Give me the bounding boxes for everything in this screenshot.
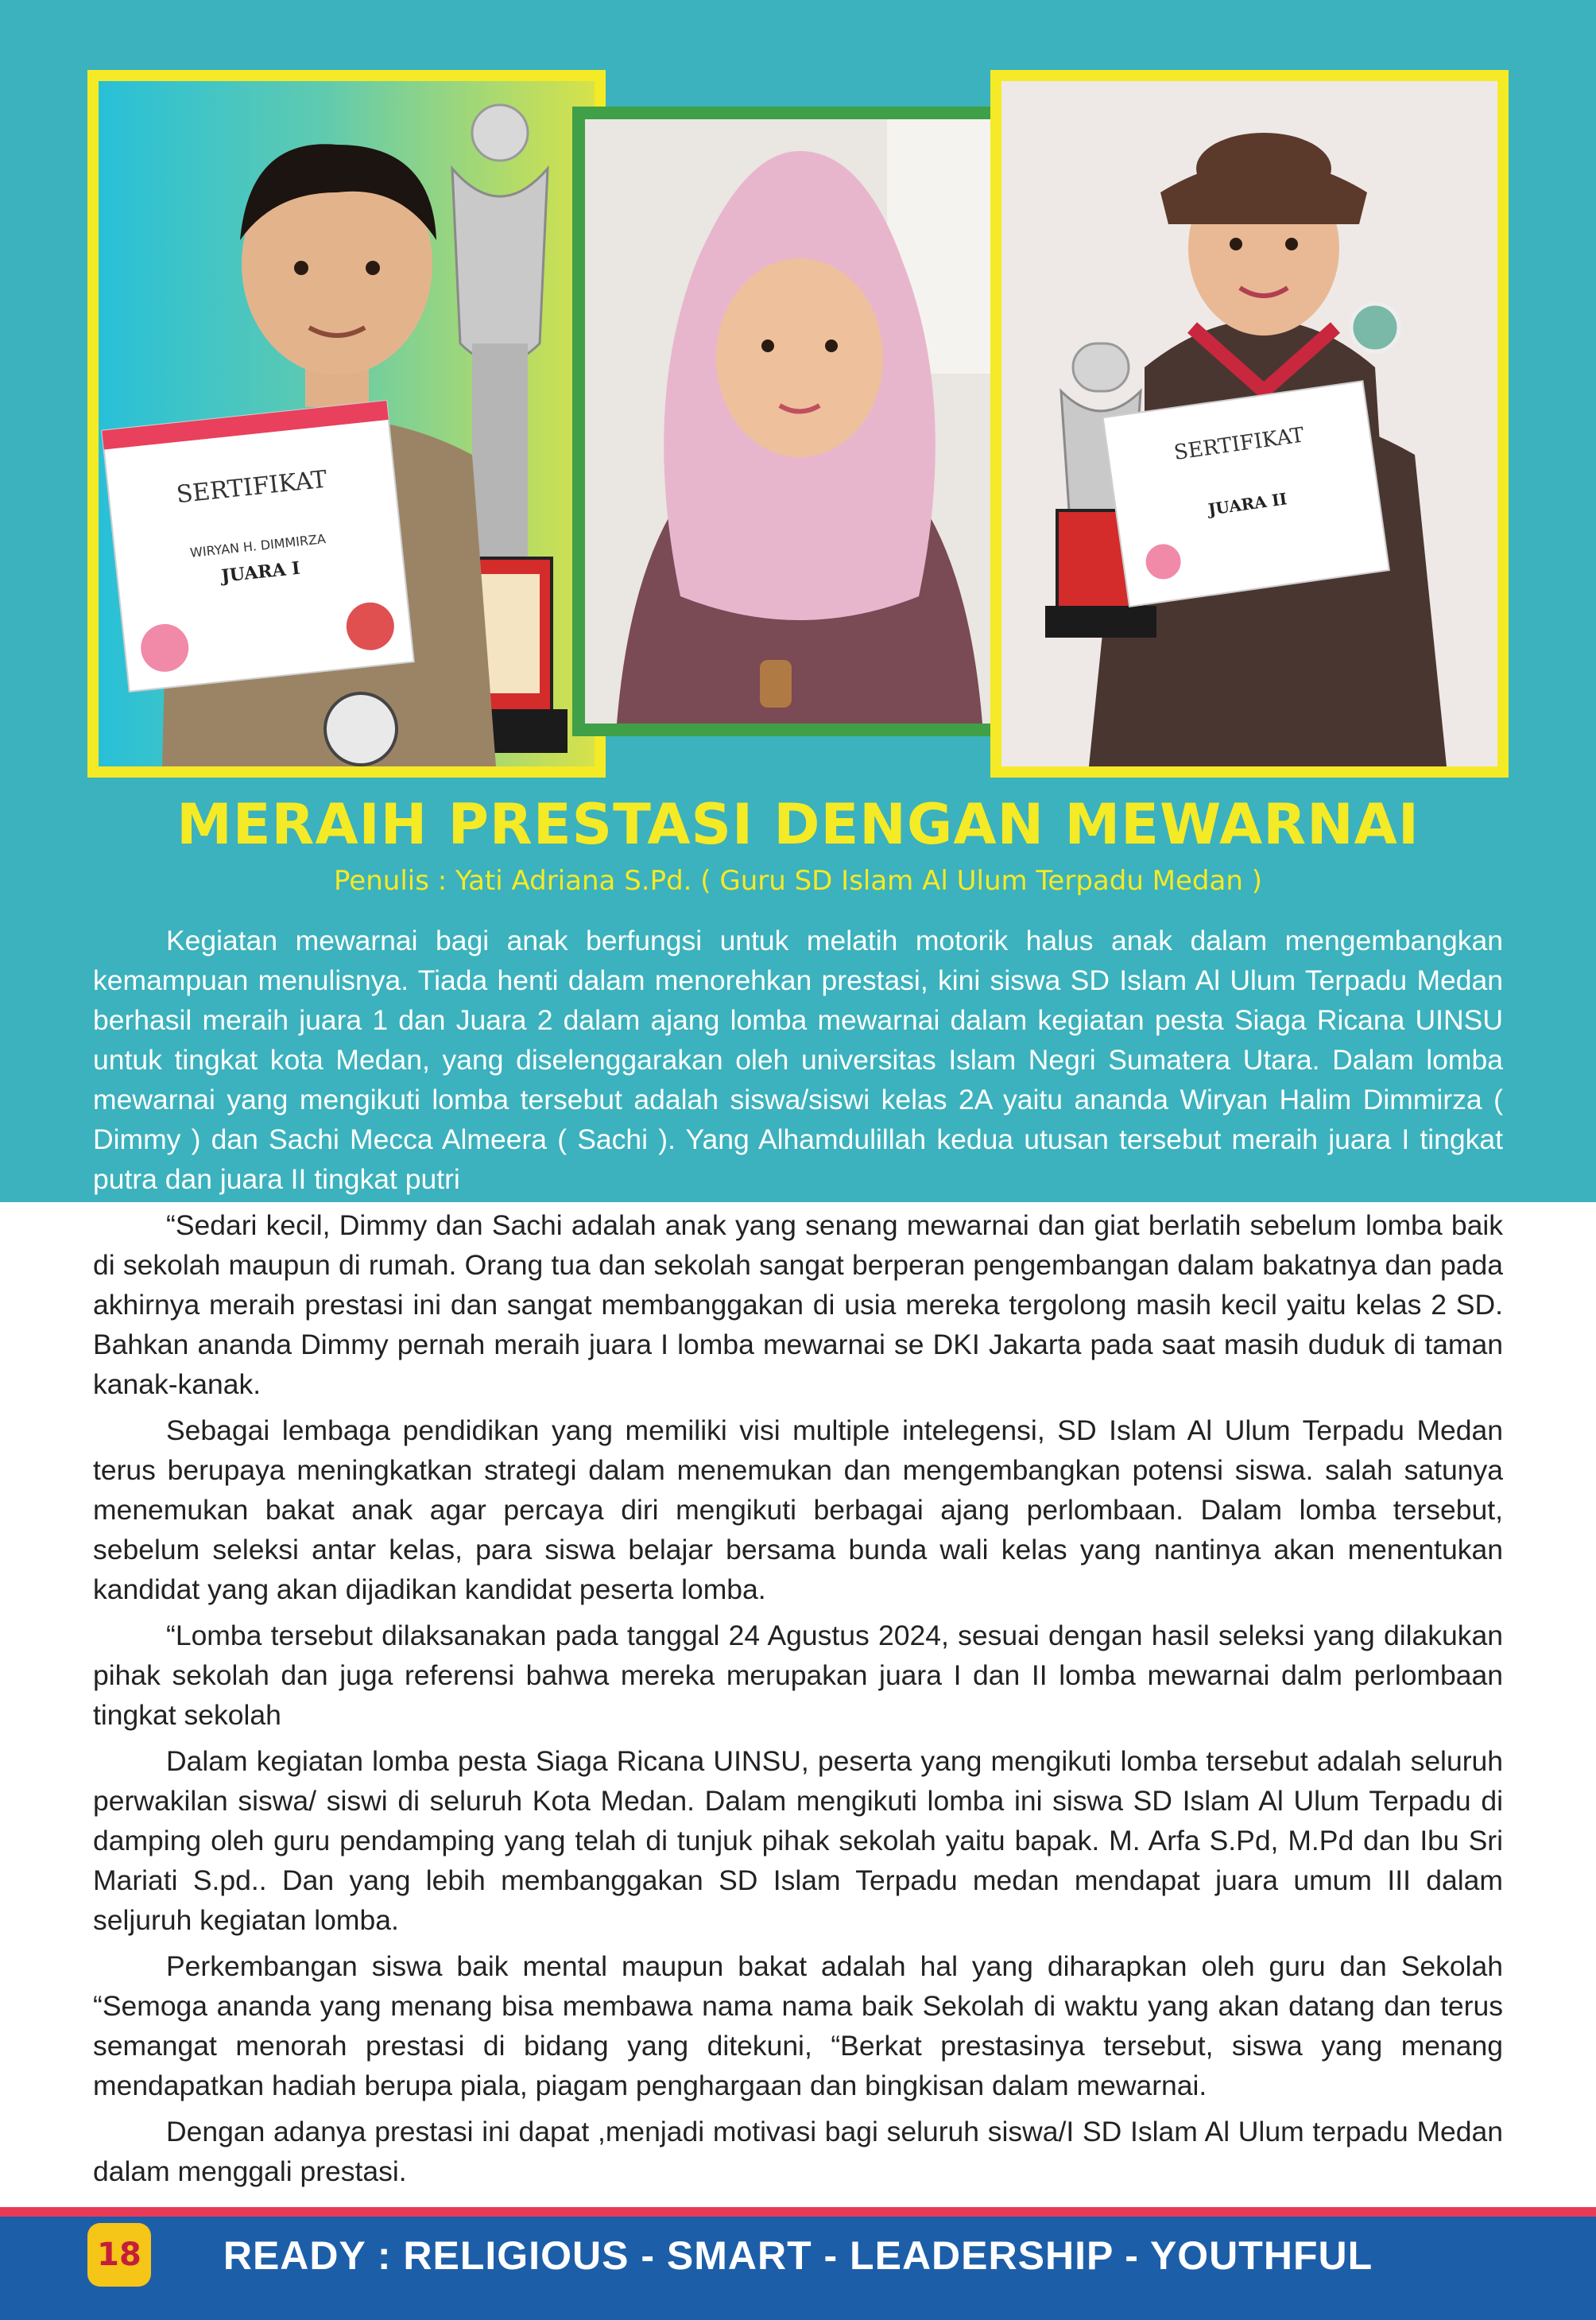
article-paragraph: Sebagai lembaga pendidikan yang memiliki visi multiple intelegensi, SD Islam Al Ulum Terpadu Medan terus berupaya meningkatkan strategi dalam menemukan dan mengembangkan potensi siswa. salah satunya menemukan bakat anak agar percaya diri mengikuti berbagai ajang perlombaan. Dalam lomba tersebut, sebelum seleksi antar kelas, para siswa belajar bersama bunda wali kelas yang nantinya akan menentukan kandidat yang akan dijadikan kandidat peserta lomba.: [93, 1414, 1503, 1605]
article-paragraph: “Sedari kecil, Dimmy dan Sachi adalah anak yang senang mewarnai dan giat berlatih sebelum lomba baik di sekolah maupun di rumah. Orang tua dan sekolah sangat berperan pengembangan dalam bakatnya dan pada akhirnya meraih prestasi ini dan sangat membanggakan di usia mereka tergolong masih kecil yaitu kelas 2 SD. Bahkan ananda Dimmy pernah meraih juara I lomba mewarnai se DKI Jakarta pada saat masih duduk di taman kanak-kanak.: [93, 1209, 1503, 1400]
svg-text:SERTIFIKAT: SERTIFIKAT: [175, 465, 329, 510]
article-intro: Kegiatan mewarnai bagi anak berfungsi untuk melatih motorik halus anak dalam mengembangkan kemampuan menulisnya. Tiada henti dalam menorehkan prestasi, kini siswa SD Islam Al Ulum Terpadu Medan berhasil meraih juara 1 dan Juara 2 dalam ajang lomba mewarnai dalam kegiatan pesta Siaga Ricana UINSU untuk tingkat kota Medan, yang diselenggarakan oleh universitas Islam Negri Sumatera Utara. Dalam lomba mewarnai yang mengikuti lomba tersebut adalah siswa/siswi kelas 2A yaitu ananda Wiryan Halim Dimmirza ( Dimmy ) dan Sachi Mecca Almeera ( Sachi ). Yang Alhamdulillah kedua utusan tersebut meraih juara I tingkat putra dan juara II tingkat putri: [93, 925, 1503, 1195]
article-body: [93, 1205, 1503, 2198]
svg-text:WIRYAN H. DIMMIRZA: WIRYAN H. DIMMIRZA: [189, 531, 327, 561]
article-author: Penulis : Yati Adriana S.Pd. ( Guru SD Islam Al Ulum Terpadu Medan ): [334, 865, 1262, 897]
page-number: 18: [87, 2223, 151, 2287]
svg-text:JUARA I: JUARA I: [220, 557, 301, 587]
photo-student-boy: [87, 70, 606, 778]
article-paragraph: “Lomba tersebut dilaksanakan pada tanggal 24 Agustus 2024, sesuai dengan hasil seleksi yang dilakukan pihak sekolah dan juga referensi bahwa mereka merupakan juara I dan II lomba mewarnai dalm perlombaan tingkat sekolah: [93, 1620, 1503, 1731]
svg-text:JUARA II: JUARA II: [1207, 489, 1288, 519]
article-title: MERAIH PRESTASI DENGAN MEWARNAI: [176, 792, 1420, 857]
photo-teacher: [572, 107, 1024, 736]
school-motto: READY : RELIGIOUS - SMART - LEADERSHIP - YOUTHFUL: [223, 2233, 1373, 2278]
student-girl-trophy-photo: [1001, 81, 1497, 766]
svg-text:SERTIFIKAT: SERTIFIKAT: [1172, 423, 1306, 466]
teacher-portrait-photo: [585, 119, 1011, 724]
article-paragraph: Perkembangan siswa baik mental maupun bakat adalah hal yang diharapkan oleh guru dan Sekolah “Semoga ananda yang menang bisa membawa nama nama baik Sekolah di waktu yang akan datang dan terus semangat menorah prestasi di bidang yang ditekuni, “Berkat prestasinya tersebut, siswa yang menang mendapatkan hadiah berupa piala, piagam penghargaan dan bingkisan dalam mewarnai.: [93, 1950, 1503, 2101]
article-paragraph: Dengan adanya prestasi ini dapat ,menjadi motivasi bagi seluruh siswa/I SD Islam Al Ulum terpadu Medan dalam menggali prestasi.: [93, 2116, 1503, 2187]
article-paragraph: Dalam kegiatan lomba pesta Siaga Ricana UINSU, peserta yang mengikuti lomba tersebut adalah seluruh perwakilan siswa/ siswi di seluruh Kota Medan. Dalam mengikuti lomba ini siswa SD Islam Al Ulum Terpadu di damping oleh guru pendamping yang telah di tunjuk pihak sekolah yaitu bapak. M. Arfa S.Pd, M.Pd dan Ibu Sri Mariati S.pd.. Dan yang lebih membanggakan SD Islam Terpadu medan mendapat juara umum III dalam seljuruh kegiatan lomba.: [93, 1745, 1503, 1936]
photo-student-girl: [990, 70, 1509, 778]
student-boy-trophy-photo: [99, 81, 595, 766]
